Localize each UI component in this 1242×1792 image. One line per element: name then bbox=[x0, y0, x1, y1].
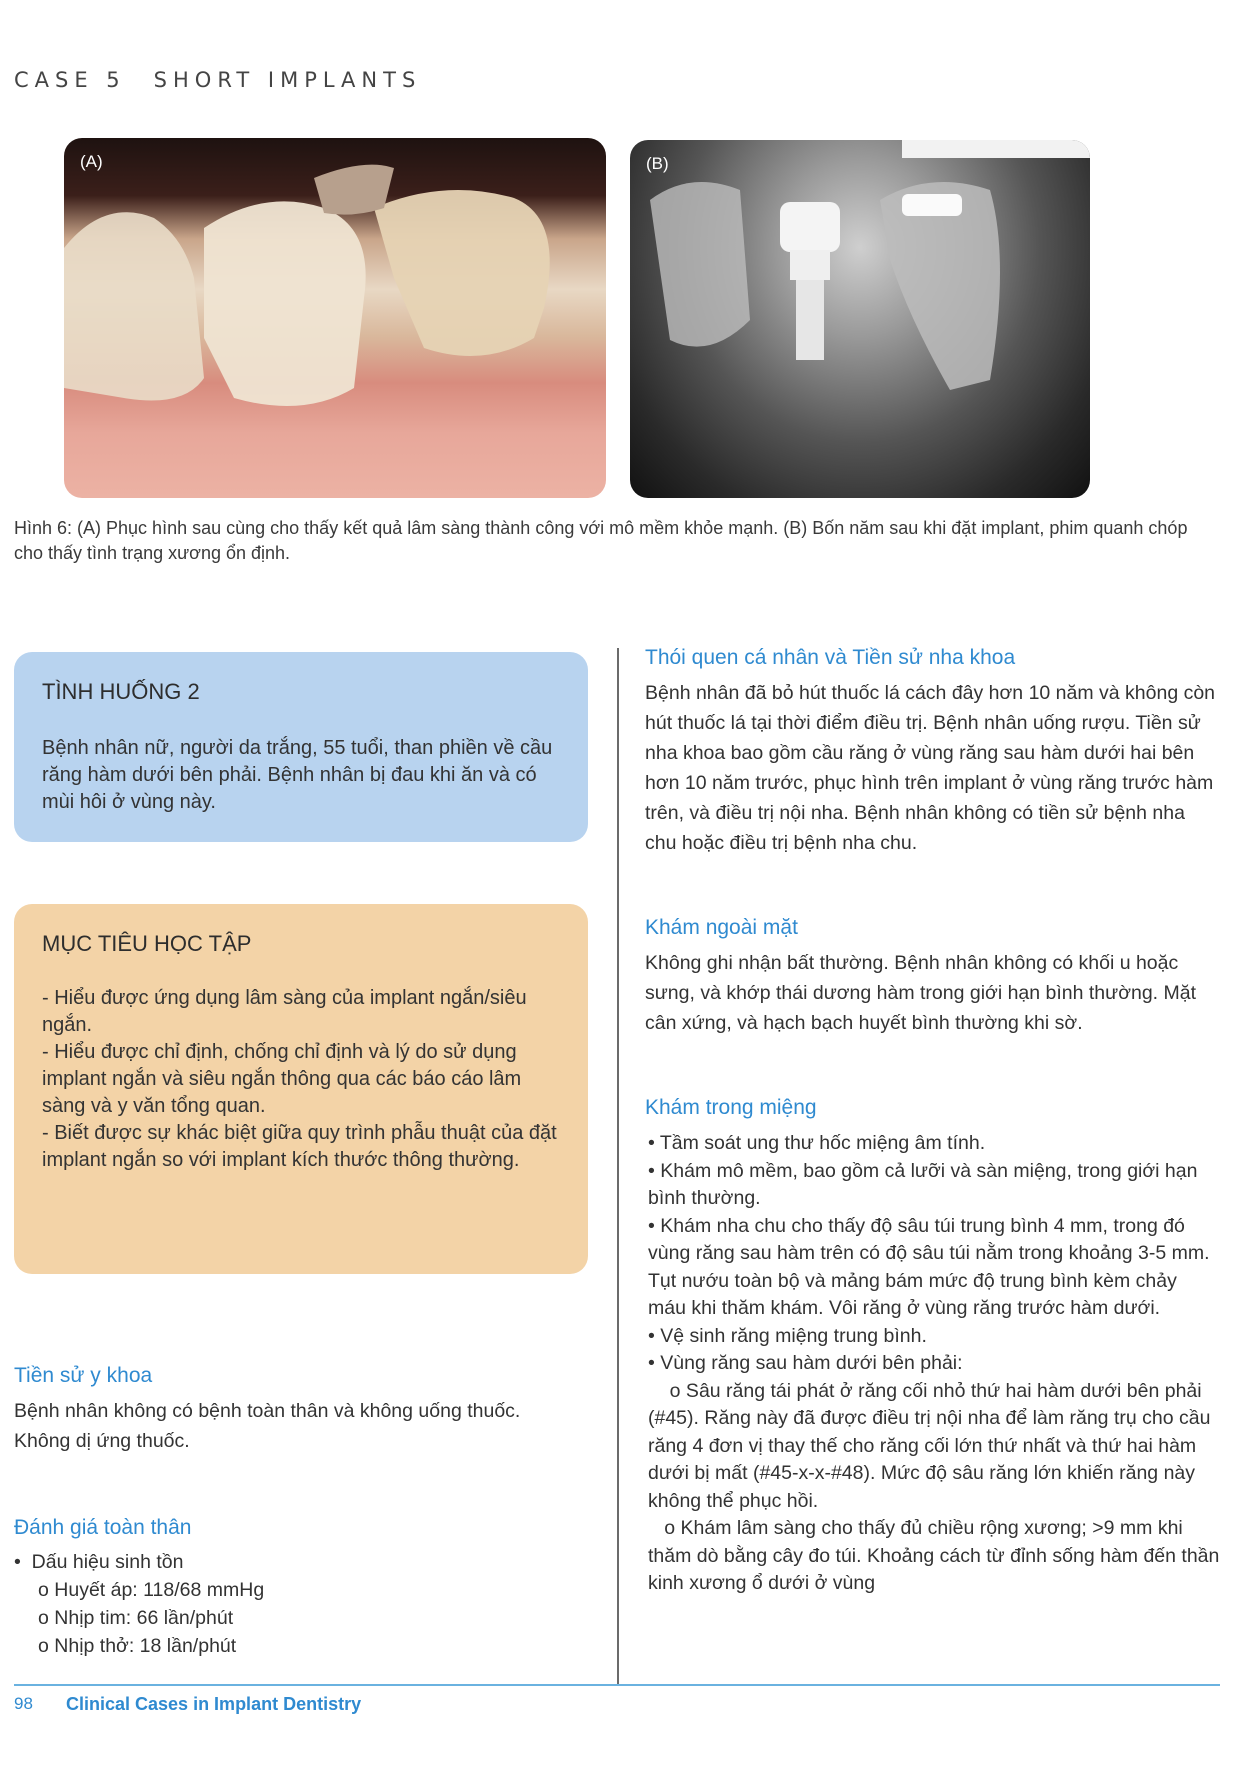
running-header bbox=[14, 68, 421, 92]
vital-signs-bullet: • Dấu hiệu sinh tồn bbox=[14, 1551, 184, 1573]
header-case: CASE 5 bbox=[14, 68, 126, 92]
teeth-illustration bbox=[64, 138, 606, 498]
intraoral-item: o Khám lâm sàng cho thấy đủ chiều rộng xương; >9 mm khi thăm dò bằng cây đo túi. Khoảng cách từ đỉnh sống hàm đến thần kinh xương ổ dưới ở vùng bbox=[648, 1517, 1225, 1594]
habits-text: Bệnh nhân đã bỏ hút thuốc lá cách đây hơn 10 năm và không còn hút thuốc lá tại thời điểm điều trị. Bệnh nhân uống rượu. Tiền sử nha khoa bao gồm cầu răng ở vùng răng sau hàm dưới hai bên hơn 10 năm trước, phục hình trên implant ở vùng răng trước hàm trên, và điều trị nội nha. Bệnh nhân không có tiền sử bệnh nha chu hoặc điều trị bệnh nha chu. bbox=[645, 682, 1216, 854]
clinical-photo bbox=[64, 138, 606, 498]
medical-history-text: Bệnh nhân không có bệnh toàn thân và không uống thuốc. Không dị ứng thuốc. bbox=[14, 1400, 521, 1452]
case-title: TÌNH HUỐNG 2 bbox=[42, 679, 200, 704]
header-title: SHORT IMPLANTS bbox=[153, 68, 422, 92]
intraoral-heading: Khám trong miệng bbox=[645, 1096, 817, 1119]
extraoral-heading: Khám ngoài mặt bbox=[645, 916, 798, 939]
case-text: Bệnh nhân nữ, người da trắng, 55 tuổi, than phiền về cầu răng hàm dưới bên phải. Bệnh nhân bị đau khi ăn và có mùi hôi ở vùng này. bbox=[42, 737, 553, 813]
extraoral-text: Không ghi nhận bất thường. Bệnh nhân không có khối u hoặc sưng, và khớp thái dương hàm trong giới hạn bình thường. Mặt cân xứng, và hạch bạch huyết bình thường khi sờ. bbox=[645, 952, 1197, 1034]
figure-caption: Hình 6: (A) Phục hình sau cùng cho thấy kết quả lâm sàng thành công với mô mềm khỏe mạnh. (B) Bốn năm sau khi đặt implant, phim quanh chóp cho thấy tình trạng xương ổn định. bbox=[14, 518, 1188, 563]
page-number: 98 bbox=[14, 1694, 33, 1713]
vital-signs-list bbox=[14, 1548, 574, 1660]
vital-sign-item: o Nhịp thở: 18 lần/phút bbox=[38, 1635, 237, 1657]
xray-illustration bbox=[630, 140, 1090, 498]
intraoral-list bbox=[648, 1130, 1225, 1598]
vital-sign-item: o Nhịp tim: 66 lần/phút bbox=[38, 1607, 234, 1629]
book-title: Clinical Cases in Implant Dentistry bbox=[66, 1694, 362, 1714]
general-assessment-heading: Đánh giá toàn thân bbox=[14, 1516, 192, 1539]
column-divider bbox=[617, 648, 619, 1685]
radiograph-image bbox=[630, 140, 1090, 498]
intraoral-item: • Khám mô mềm, bao gồm cả lưỡi và sàn miệng, trong giới hạn bình thường. bbox=[648, 1159, 1198, 1209]
intraoral-item: • Khám nha chu cho thấy độ sâu túi trung bình 4 mm, trong đó vùng răng sau hàm trên có độ sâu túi nằm trong khoảng 3-5 mm. Tụt nướu toàn bộ và mảng bám mức độ trung bình kèm chảy máu khi thăm khám. Vôi răng ở vùng răng trước hàm dưới. bbox=[648, 1214, 1210, 1319]
case-box bbox=[14, 652, 588, 842]
footer-rule bbox=[14, 1684, 1220, 1686]
objective-item: - Hiểu được chỉ định, chống chỉ định và lý do sử dụng implant ngắn và siêu ngắn thông qua các báo cáo lâm sàng và y văn tổng quan. bbox=[42, 1041, 522, 1117]
objective-item: - Hiểu được ứng dụng lâm sàng của implant ngắn/siêu ngắn. bbox=[42, 987, 527, 1036]
intraoral-item: • Tầm soát ung thư hốc miệng âm tính. bbox=[648, 1132, 986, 1154]
photo-a-label: (A) bbox=[80, 152, 103, 171]
objective-item: - Biết được sự khác biệt giữa quy trình phẫu thuật của đặt implant ngắn so với implant kích thước thông thường. bbox=[42, 1122, 557, 1171]
photo-b-label: (B) bbox=[646, 154, 669, 173]
intraoral-item: o Sâu răng tái phát ở răng cối nhỏ thứ hai hàm dưới bên phải (#45). Răng này đã được điều trị nội nha để làm răng trụ cho cầu răng 4 đơn vị thay thế cho răng cối lớn thứ nhất và thứ hai hàm dưới bị mất (#45-x-x-#48). Mức độ sâu răng lớn khiến răng này không thể phục hồi. bbox=[648, 1379, 1216, 1512]
objectives-box bbox=[14, 904, 588, 1274]
habits-heading: Thói quen cá nhân và Tiền sử nha khoa bbox=[645, 646, 1016, 669]
vital-sign-item: o Huyết áp: 118/68 mmHg bbox=[38, 1579, 265, 1601]
medical-history-heading: Tiền sử y khoa bbox=[14, 1364, 153, 1387]
objectives-title: MỤC TIÊU HỌC TẬP bbox=[42, 931, 252, 956]
intraoral-item: • Vệ sinh răng miệng trung bình. bbox=[648, 1324, 927, 1347]
intraoral-item: • Vùng răng sau hàm dưới bên phải: bbox=[648, 1352, 963, 1374]
